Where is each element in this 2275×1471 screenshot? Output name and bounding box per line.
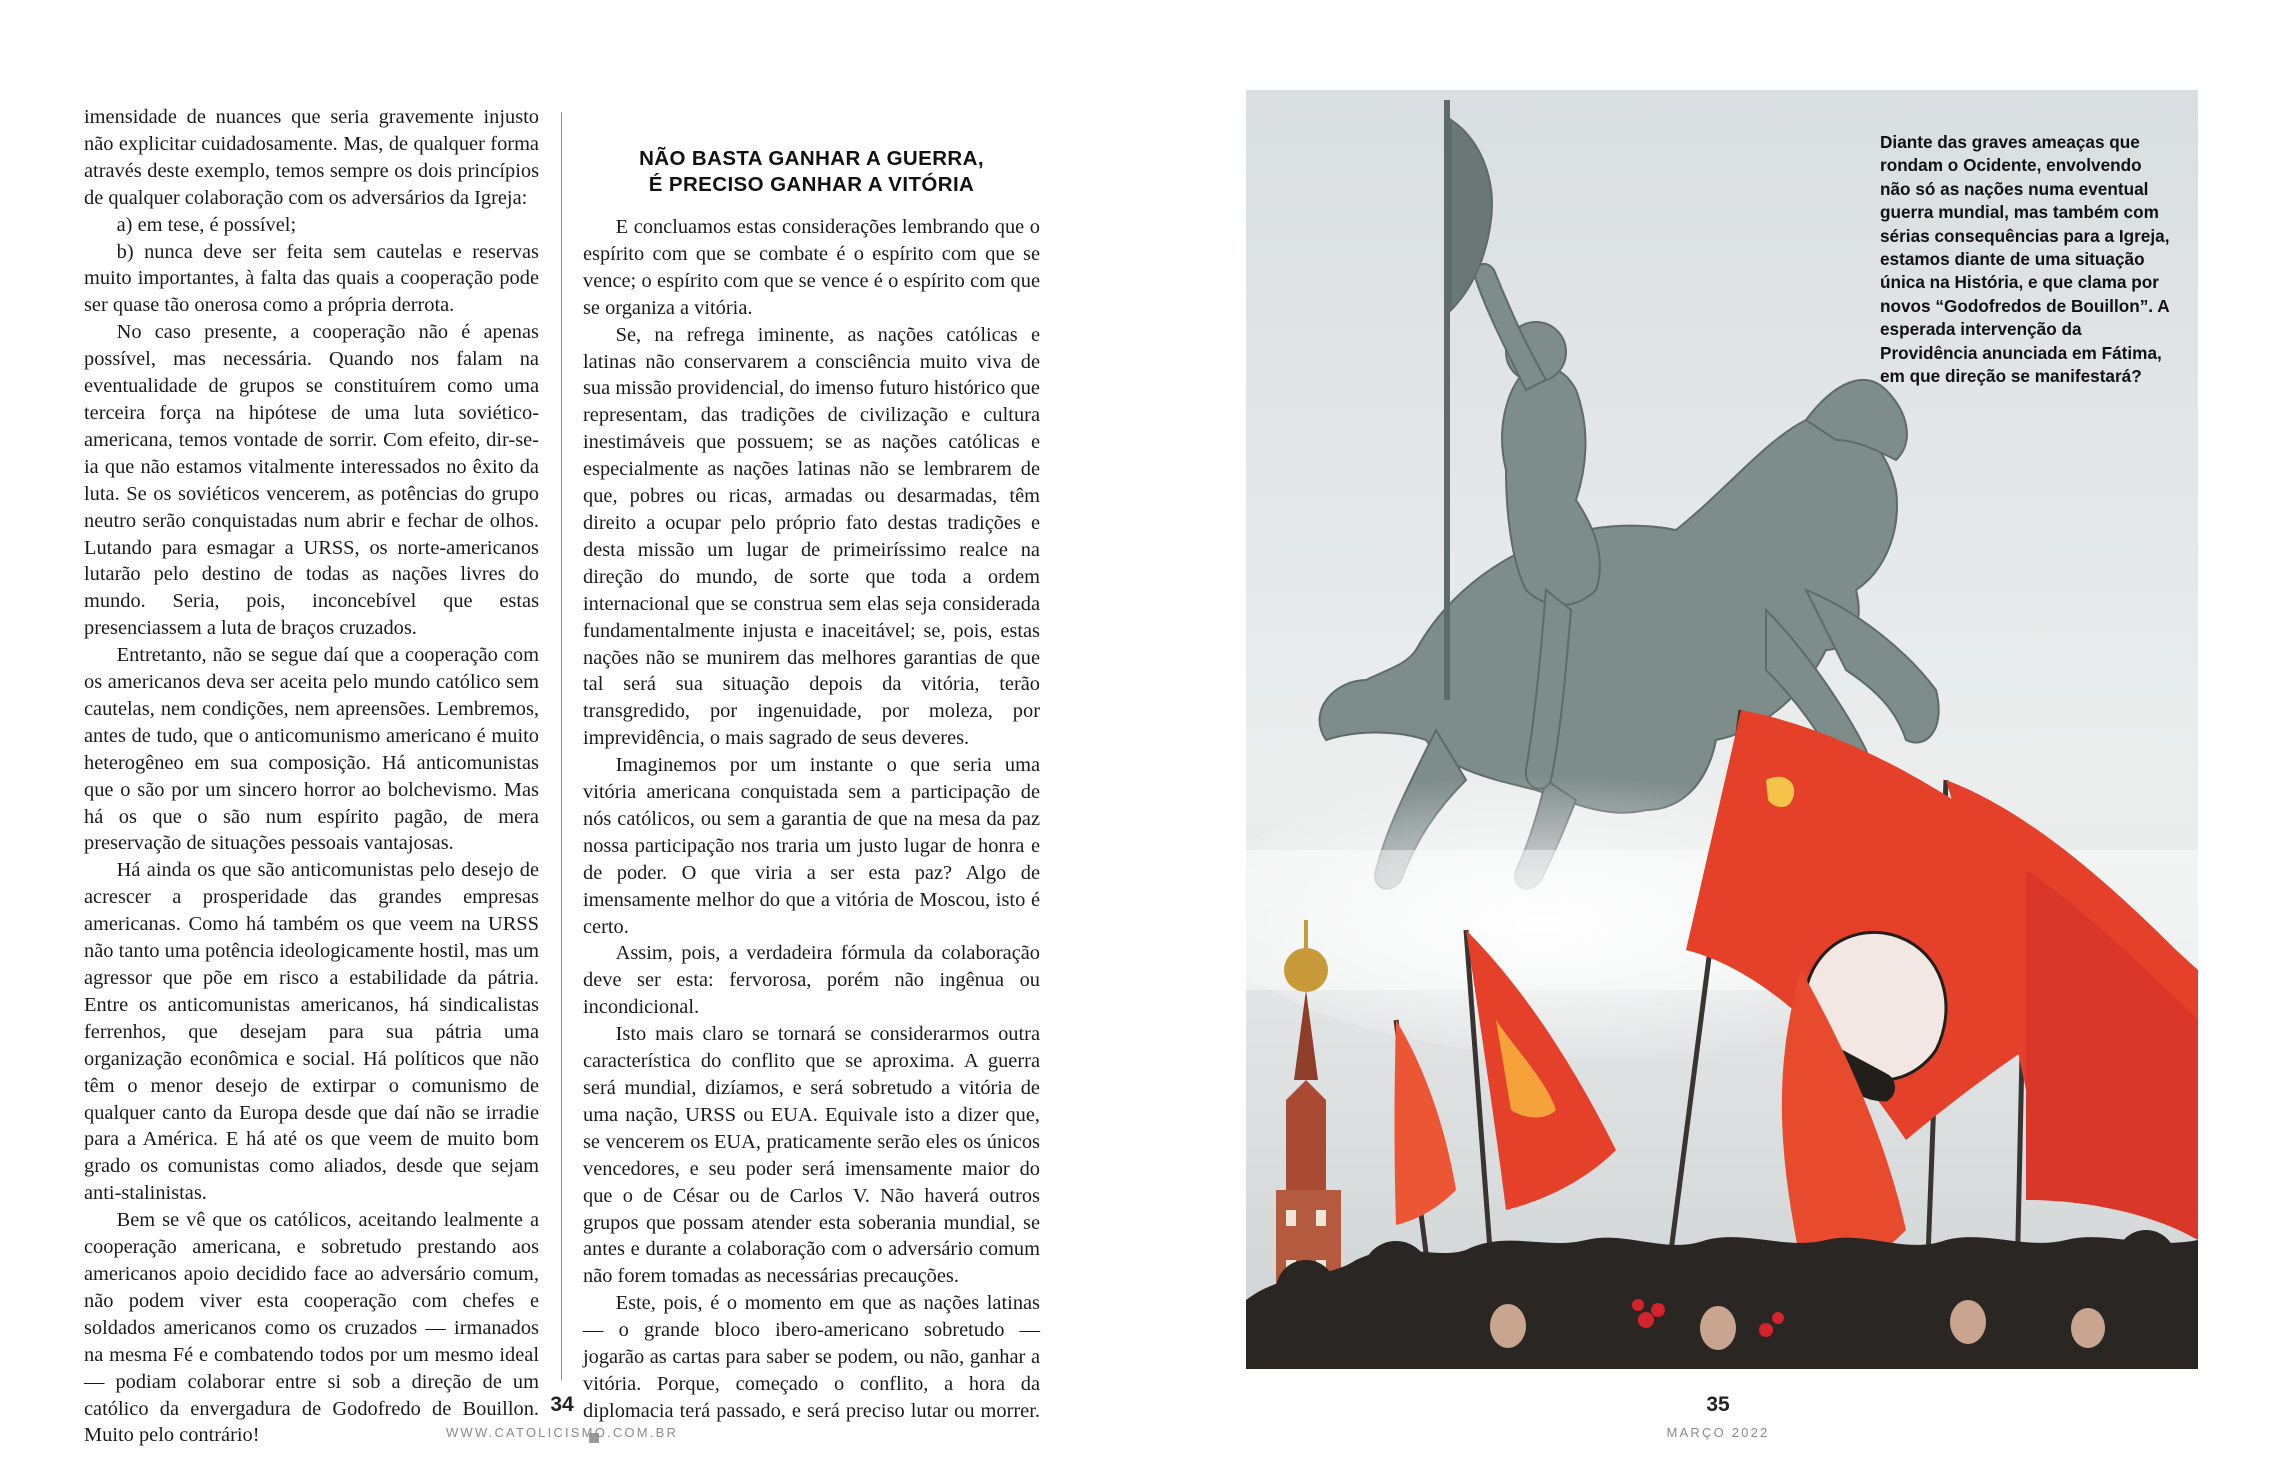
paragraph: Assim, pois, a verdadeira fórmula da colaboração deve ser esta: fervorosa, porém não ingênua ou incondicional.: [583, 942, 1040, 1019]
paragraph: Bem se vê que os católicos, aceitando lealmente a cooperação americana, e sobretudo prestando aos americanos apoio decidido face ao adversário comum, não podem viver esta cooperação com chefes e soldados americanos como os cruzados — irmanados na mesma Fé e combatendo todos por um mesmo ideal — podiam colaborar entre si sob a direção de um católico da envergadura de Godofredo de Bouillon. Muito pelo contrário!: [84, 1209, 539, 1447]
section-heading: [583, 146, 1040, 198]
paragraph: b) nunca deve ser feita sem cautelas e reservas muito importantes, à falta das quais a cooperação pode ser quase tão onerosa como a própria derrota.: [84, 240, 539, 317]
paragraph: imensidade de nuances que seria gravemente injusto não explicitar cuidadosamente. Mas, de qualquer forma através deste exemplo, temos sempre os dois princípios de qualquer colaboração com os adversários da Igreja:: [84, 106, 539, 209]
right-text-column: [583, 214, 1040, 1452]
paragraph: Há ainda os que são anticomunistas pelo desejo de acrescer a prosperidade das grandes empresas americanas. Como há também os que veem na URSS não tanto uma potência ideologicamente hostil, mas um agressor que põe em risco a estabilidade da pátria. Entre os anticomunistas americanos, há sindicalistas ferrenhos, que desejam para sua pátria uma organização econômica e social. Há políticos que não têm o menor desejo de extirpar o comunismo de qualquer canto da Europa desde que daí não se irradie para a América. E há até os que veem de muito bom grado os comunistas como aliados, desde que sejam anti-stalinistas.: [84, 859, 539, 1205]
paragraph: a) em tese, é possível;: [116, 213, 297, 236]
section-heading-line1: NÃO BASTA GANHAR A GUERRA,: [639, 147, 984, 170]
section-heading-line2: É PRECISO GANHAR A VITÓRIA: [648, 173, 975, 196]
page-number-right: 35: [1706, 1393, 1730, 1416]
final-paragraph-text: Este, pois, é o momento em que as nações latinas — o grande bloco ibero-americano sobretudo — jogarão as cartas para saber se podem, ou não, ganhar a vitória. Porque, começado o conflito, a hora da diplomacia terá passado, e será preciso lutar ou morrer.: [583, 1292, 1040, 1422]
column-divider: [561, 112, 562, 1380]
photo-caption: Diante das graves ameaças que rondam o Ocidente, envolvendo não só as nações numa eventual guerra mundial, mas também com sérias consequências para a Igreja, estamos diante de uma situação única na História, e que clama por novos “Godofredos de Bouillon”. A esperada intervenção da Providência anunciada em Fátima, em que direção se manifestará?: [1880, 132, 2170, 387]
issue-date-footer: MARÇO 2022: [1666, 1425, 1770, 1440]
page-number-left: 34: [550, 1393, 574, 1416]
website-footer: WWW.CATOLICISMO.COM.BR: [445, 1425, 679, 1440]
paragraph: Entretanto, não se segue daí que a cooperação com os americanos deva ser aceita pelo mundo católico sem cautelas, nem condições, nem apreensões. Lembremos, antes de tudo, que o anticomunismo americano é muito heterogêneo em sua composição. Há anticomunistas que o são por um sincero horror ao bolchevismo. Mas há os que o são num espírito pagão, de mera preservação de situações pessoais vantajosas.: [84, 644, 539, 855]
paragraph: Se, na refrega iminente, as nações católicas e latinas não conservarem a consciência muito viva de sua missão providencial, do imenso futuro histórico que representam, das tradições de civilização e cultura inestimáveis que possuem; se as nações católicas e especialmente as nações latinas não se lembrarem de que, pobres ou ricas, armadas ou desarmadas, têm direito a ocupar pelo próprio fato destas tradições e desta missão um lugar de primeiríssimo realce na direção do mundo, de sorte que toda a ordem internacional que se construa sem elas seja considerada fundamentalmente injusta e inaceitável; se, pois, estas nações não se munirem das melhores garantias de que tal será sua situação depois da vitória, terão transgredido, por ingenuidade, por moleza, por imprevidência, o mais sagrado de seus deveres.: [583, 323, 1040, 750]
paragraph: E concluamos estas considerações lembrando que o espírito com que se combate é o espírito com que se vence; o espírito com que se vence é o espírito com que se organiza a vitória.: [583, 216, 1040, 319]
left-text-column: [84, 104, 539, 1449]
paragraph: No caso presente, a cooperação não é apenas possível, mas necessária. Quando nos falam na eventualidade de grupos se constituírem como uma terceira força na hipótese de uma luta soviético-americana, temos vontade de sorrir. Com efeito, dir-se-ia que não estamos vitalmente interessados no êxito da luta. Se os soviéticos vencerem, as potências do grupo neutro serão conquistadas num abrir e fechar de olhos. Lutando para esmagar a URSS, os norte-americanos lutarão pelo destino de todas as nações livres do mundo. Seria, pois, inconcebível que estas presenciassem a luta de braços cruzados.: [84, 321, 539, 640]
paragraph: Isto mais claro se tornará se considerarmos outra característica do conflito que se aproxima. A guerra será mundial, dizíamos, e será sobretudo a vitória de uma nação, URSS ou EUA. Equivale isto a dizer que, se vencerem os EUA, praticamente serão eles os únicos vencedores, e seu poder será imensamente maior do que o de César ou de Carlos V. Não haverá outros grupos que possam atender esta soberania mundial, se antes e durante a colaboração com o adversário comum não forem tomadas as necessárias precauções.: [583, 1023, 1040, 1288]
paragraph: Imaginemos por um instante o que seria uma vitória americana conquistada sem a participação de nós católicos, ou sem a garantia de que na mesa da paz nossa participação nos traria um justo lugar de honra e de poder. O que viria a ser esta paz? Algo de imensamente melhor do que a vitória de Moscou, isto é certo.: [583, 754, 1040, 938]
